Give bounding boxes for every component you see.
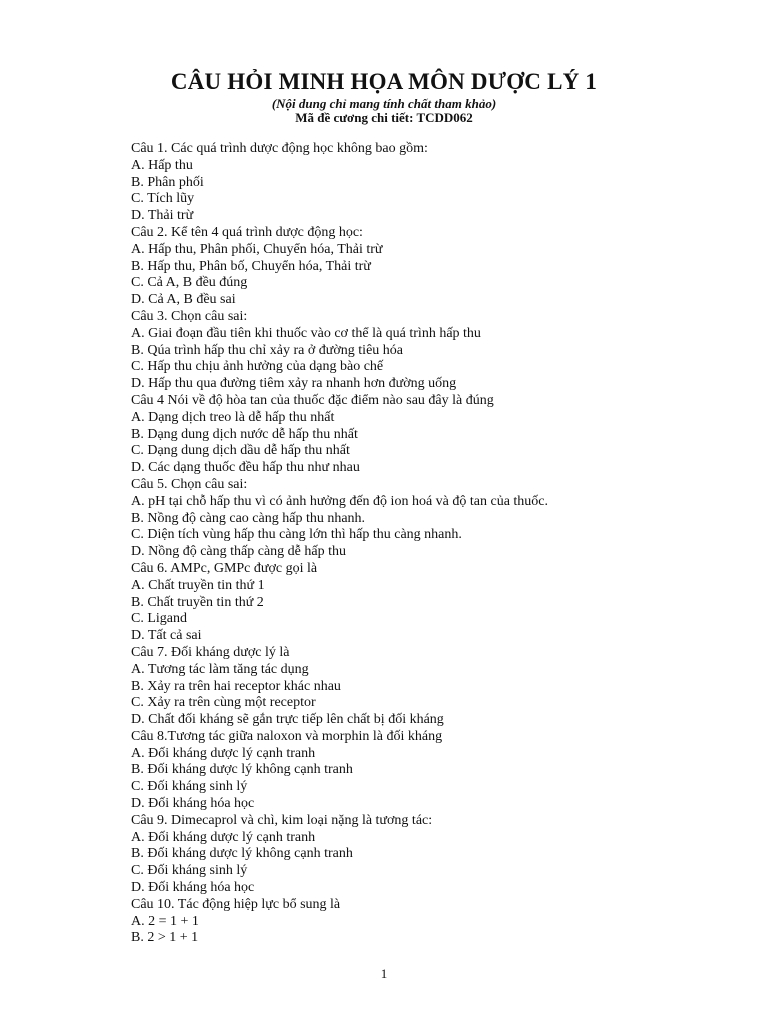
answer-option: B. 2 > 1 + 1 [131,930,199,946]
question-heading: Câu 8.Tương tác giữa naloxon và morphin là đối kháng [131,728,443,744]
answer-option: A. Giai đoạn đầu tiên khi thuốc vào cơ thể là quá trình hấp thu [131,325,481,341]
answer-option: C. Diện tích vùng hấp thu càng lớn thì hấp thu càng nhanh. [131,527,462,543]
answer-option: A. pH tại chỗ hấp thu vì có ảnh hưởng đến độ ion hoá và độ tan của thuốc. [131,493,549,509]
answer-option: D. Cả A, B đều sai [131,292,236,308]
question-heading: Câu 1. Các quá trình dược động học không bao gồm: [131,141,428,156]
answer-option: C. Tích lũy [131,191,195,207]
answer-option: B. Nồng độ càng cao càng hấp thu nhanh. [131,510,366,526]
answer-option: B. Dạng dung dịch nước dễ hấp thu nhất [131,426,358,442]
answer-option: C. Đối kháng sinh lý [131,863,248,879]
question-heading: Câu 5. Chọn câu sai: [131,476,248,492]
answer-option: A. Chất truyền tin thứ 1 [131,577,265,593]
question-heading: Câu 6. AMPc, GMPc được gọi là [131,560,318,576]
document-title: CÂU HỎI MINH HỌA MÔN DƯỢC LÝ 1 [170,69,598,94]
question-list [131,141,731,947]
answer-option: A. Hấp thu, Phân phối, Chuyển hóa, Thải trừ [131,241,383,257]
syllabus-code: Mã đề cương chi tiết: TCDD062 [295,110,473,125]
answer-option: B. Đối kháng dược lý không cạnh tranh [131,762,353,778]
answer-option: C. Đối kháng sinh lý [131,779,248,795]
question-heading: Câu 4 Nói về độ hòa tan của thuốc đặc điểm nào sau đây là đúng [131,392,494,408]
answer-option: A. 2 = 1 + 1 [131,913,199,929]
question-heading: Câu 2. Kể tên 4 quá trình dược động học: [131,224,363,240]
answer-option: A. Hấp thu [131,157,193,173]
answer-option: A. Đối kháng dược lý cạnh tranh [131,829,316,845]
answer-option: B. Qúa trình hấp thu chỉ xảy ra ở đường tiêu hóa [131,342,404,358]
answer-option: C. Hấp thu chịu ảnh hưởng của dạng bào chế [131,359,384,375]
answer-option: D. Chất đối kháng sẽ gắn trực tiếp lên chất bị đối kháng [131,712,444,728]
answer-option: B. Phân phối [131,174,204,190]
question-heading: Câu 9. Dimecaprol và chì, kim loại nặng là tương tác: [131,812,433,828]
page-number: 1 [380,966,388,981]
answer-option: A. Đối kháng dược lý cạnh tranh [131,745,316,761]
answer-option: B. Hấp thu, Phân bố, Chuyển hóa, Thải trừ [131,258,371,274]
answer-option: D. Nồng độ càng thấp càng dễ hấp thu [131,544,346,560]
answer-option: C. Xảy ra trên cùng một receptor [131,695,316,711]
document-subtitle: (Nội dung chỉ mang tính chất tham khảo) [271,96,497,111]
answer-option: D. Hấp thu qua đường tiêm xảy ra nhanh hơn đường uống [131,376,457,392]
answer-option: D. Thải trừ [131,208,194,224]
answer-option: D. Các dạng thuốc đều hấp thu như nhau [131,460,360,476]
question-heading: Câu 10. Tác động hiệp lực bổ sung là [131,896,341,912]
answer-option: C. Ligand [131,611,187,627]
answer-option: A. Tương tác làm tăng tác dụng [131,661,309,677]
question-heading: Câu 3. Chọn câu sai: [131,308,248,324]
answer-option: B. Chất truyền tin thứ 2 [131,594,264,610]
answer-option: D. Đối kháng hóa học [131,796,255,812]
answer-option: A. Dạng dịch treo là dễ hấp thu nhất [131,409,335,425]
answer-option: D. Đối kháng hóa học [131,880,255,896]
answer-option: B. Xảy ra trên hai receptor khác nhau [131,678,341,694]
answer-option: D. Tất cả sai [131,628,202,644]
answer-option: C. Cả A, B đều đúng [131,275,248,291]
answer-option: B. Đối kháng dược lý không cạnh tranh [131,846,353,862]
answer-option: C. Dạng dung dịch dầu dễ hấp thu nhất [131,443,350,459]
question-heading: Câu 7. Đối kháng dược lý là [131,644,290,660]
